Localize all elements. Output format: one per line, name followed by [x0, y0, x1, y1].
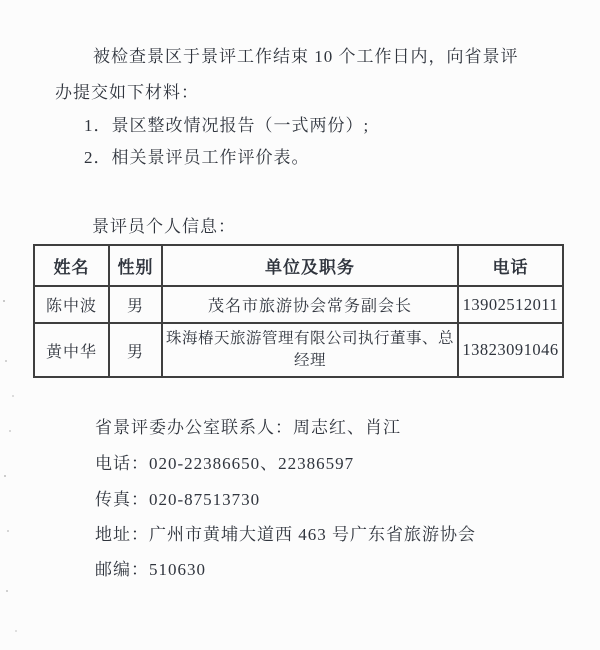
cell-name: 陈中波: [34, 286, 109, 323]
cell-unit-position: 茂名市旅游协会常务副会长: [162, 286, 458, 323]
cell-gender: 男: [109, 286, 162, 323]
header-phone: 电话: [458, 245, 563, 286]
list-item-rectification-report: 1．景区整改情况报告（一式两份）;: [84, 116, 370, 135]
table-row: [34, 286, 563, 323]
list-item-evaluation-form: 2．相关景评员工作评价表。: [84, 148, 310, 167]
contact-address-line: 地址：广州市黄埔大道西 463 号广东省旅游协会: [95, 525, 476, 544]
cell-phone: 13902512011: [458, 286, 563, 323]
intro-paragraph-line-1: 被检查景区于景评工作结束 10 个工作日内，向省景评: [93, 47, 519, 66]
cell-unit-position: 珠海椿天旅游管理有限公司执行董事、总经理: [162, 323, 458, 377]
reviewer-info-table: [33, 244, 564, 378]
table-row: [34, 323, 563, 377]
header-unit-position: 单位及职务: [162, 245, 458, 286]
header-name: 姓名: [34, 245, 109, 286]
section-label-reviewer-info: 景评员个人信息：: [92, 217, 236, 236]
table-header-row: [34, 245, 563, 286]
cell-gender: 男: [109, 323, 162, 377]
cell-phone: 13823091046: [458, 323, 563, 377]
intro-paragraph-line-2: 办提交如下材料：: [55, 83, 199, 102]
header-gender: 性别: [109, 245, 162, 286]
contact-postcode-line: 邮编：510630: [95, 560, 206, 579]
contact-person-line: 省景评委办公室联系人：周志红、肖江: [95, 418, 401, 437]
contact-phone-line: 电话：020-22386650、22386597: [95, 454, 355, 473]
cell-name: 黄中华: [34, 323, 109, 377]
scan-noise-speckles: [3, 300, 5, 302]
contact-fax-line: 传真：020-87513730: [95, 490, 261, 509]
